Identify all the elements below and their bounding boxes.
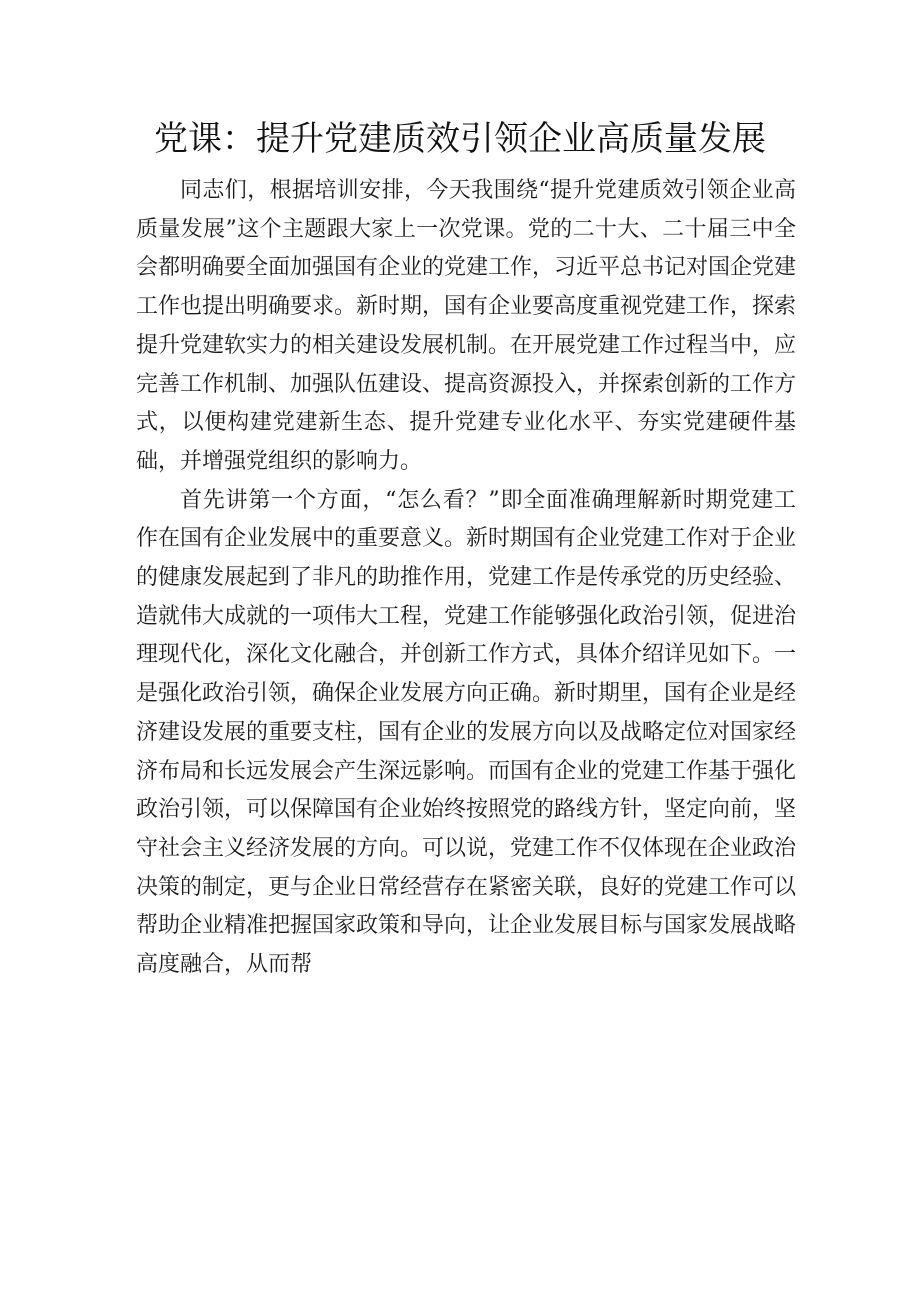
paragraph-first-aspect: 首先讲第一个方面，“怎么看？”即全面准确理解新时期党建工作在国有企业发展中的重要意义。新时期国有企业党建工作对于企业的健康发展起到了非凡的助推作用，党建工作是传承党的历史经验、造就伟大成就的一项伟大工程，党建工作能够强化政治引领，促进治理现代化，深化文化融合，并创新工作方式，具体介绍详见如下。一是强化政治引领，确保企业发展方向正确。新时期里，国有企业是经济建设发展的重要支柱，国有企业的发展方向以及战略定位对国家经济布局和长远发展会产生深远影响。而国有企业的党建工作基于强化政治引领，可以保障国有企业始终按照党的路线方针，坚定向前，坚守社会主义经济发展的方向。可以说，党建工作不仅体现在企业政治决策的制定，更与企业日常经营存在紧密关联，良好的党建工作可以帮助企业精准把握国家政策和导向，让企业发展目标与国家发展战略高度融合，从而帮: [136, 487, 797, 978]
document-title: 党课：提升党建质效引领企业高质量发展: [154, 119, 766, 159]
paragraph-intro: 同志们，根据培训安排，今天我围绕“提升党建质效引领企业高质量发展”这个主题跟大家上一次党课。党的二十大、二十届三中全会都明确要全面加强国有企业的党建工作，习近平总书记对国企党建工作也提出明确要求。新时期，国有企业要高度重视党建工作，探索提升党建软实力的相关建设发展机制。在开展党建工作过程当中，应完善工作机制、加强队伍建设、提高资源投入，并探索创新的工作方式，以便构建党建新生态、提升党建专业化水平、夯实党建硬件基础，并增强党组织的影响力。: [136, 178, 797, 474]
document-body: [136, 172, 796, 985]
